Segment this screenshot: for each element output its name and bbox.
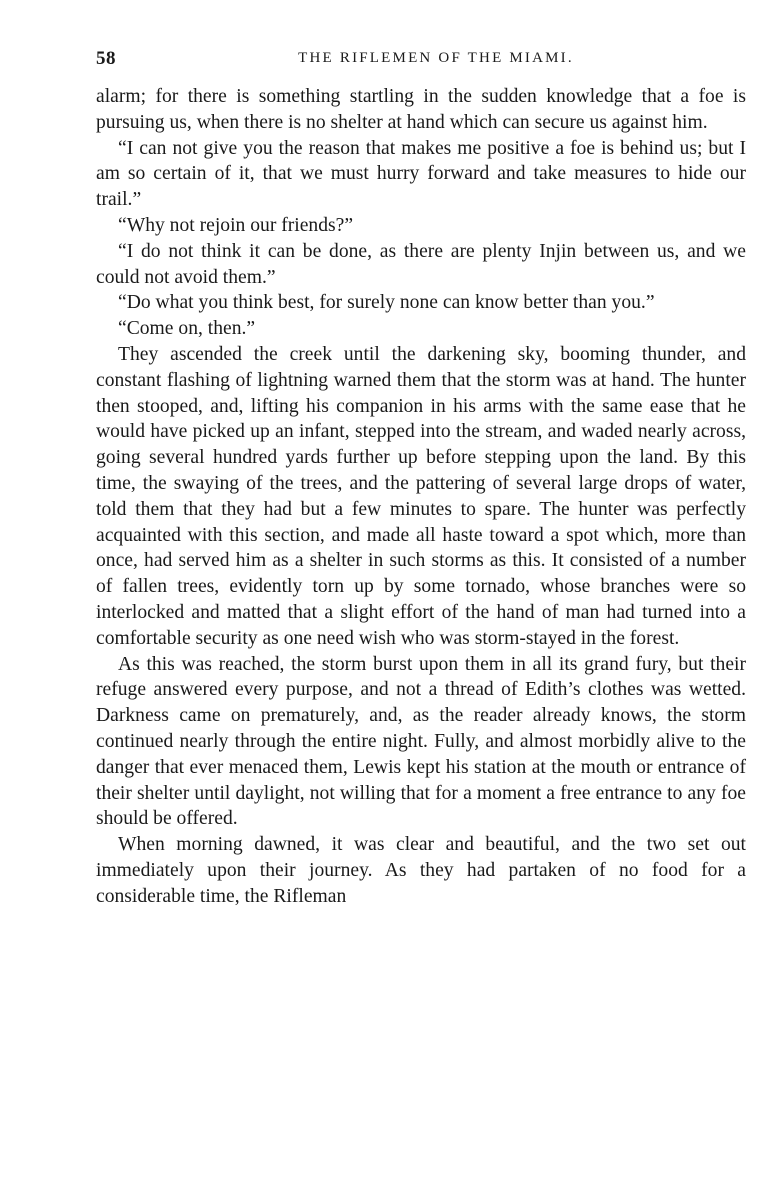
paragraph-continued: alarm; for there is something startling in the sudden knowledge that a foe is pursuing us, when there is no shelter at hand which can secure us against him. <box>96 86 746 133</box>
paragraph: They ascended the creek until the darkening sky, booming thunder, and constant flashing of lightning warned them that the storm was at hand. The hunter then stooped, and, lifting his companion in his arms with the same ease that he would have picked up an infant, stepped into the stream, and waded nearly across, going several hundred yards further up before stepping upon the land. By this time, the swaying of the trees, and the pattering of several large drops of water, told them that they had but a few minutes to spare. The hunter was perfectly acquainted with this section, and made all haste toward a spot which, more than once, had served him as a shelter in such storms as this. It consisted of a number of fallen trees, evidently torn up by some tornado, whose branches were so interlocked and matted that a slight effort of the hand of man had turned into a comfortable security as one need wish who was storm-stayed in the forest. <box>96 343 746 649</box>
paragraph: When morning dawned, it was clear and beautiful, and the two set out immediately upon their journey. As they had partaken of no food for a considerable time, the Rifleman <box>96 834 746 907</box>
paragraph-dialogue: “I can not give you the reason that makes me positive a foe is behind us; but I am so certain of it, that we must hurry forward and take measures to hide our trail.” <box>96 137 746 211</box>
body-text <box>96 84 746 910</box>
paragraph-dialogue: “Why not rejoin our friends?” <box>118 214 354 236</box>
paragraph-dialogue: “Do what you think best, for surely none can know better than you.” <box>118 292 655 314</box>
book-page <box>96 40 746 910</box>
paragraph-dialogue: “I do not think it can be done, as there are plenty Injin between us, and we could not avoid them.” <box>96 240 746 288</box>
paragraph: As this was reached, the storm burst upon them in all its grand fury, but their refuge answered every purpose, and not a thread of Edith’s clothes was wetted. Darkness came on prematurely, and, as the reader already knows, the storm continued nearly through the entire night. Fully, and almost morbidly alive to the danger that ever menaced them, Lewis kept his station at the mouth or entrance of their shelter until daylight, not willing that for a moment a free entrance to any foe should be offered. <box>96 653 746 830</box>
paragraph-dialogue: “Come on, then.” <box>118 318 256 340</box>
page-number: 58 <box>96 48 116 69</box>
running-title: THE RIFLEMEN OF THE MIAMI. <box>298 50 574 66</box>
page-header <box>96 40 746 70</box>
